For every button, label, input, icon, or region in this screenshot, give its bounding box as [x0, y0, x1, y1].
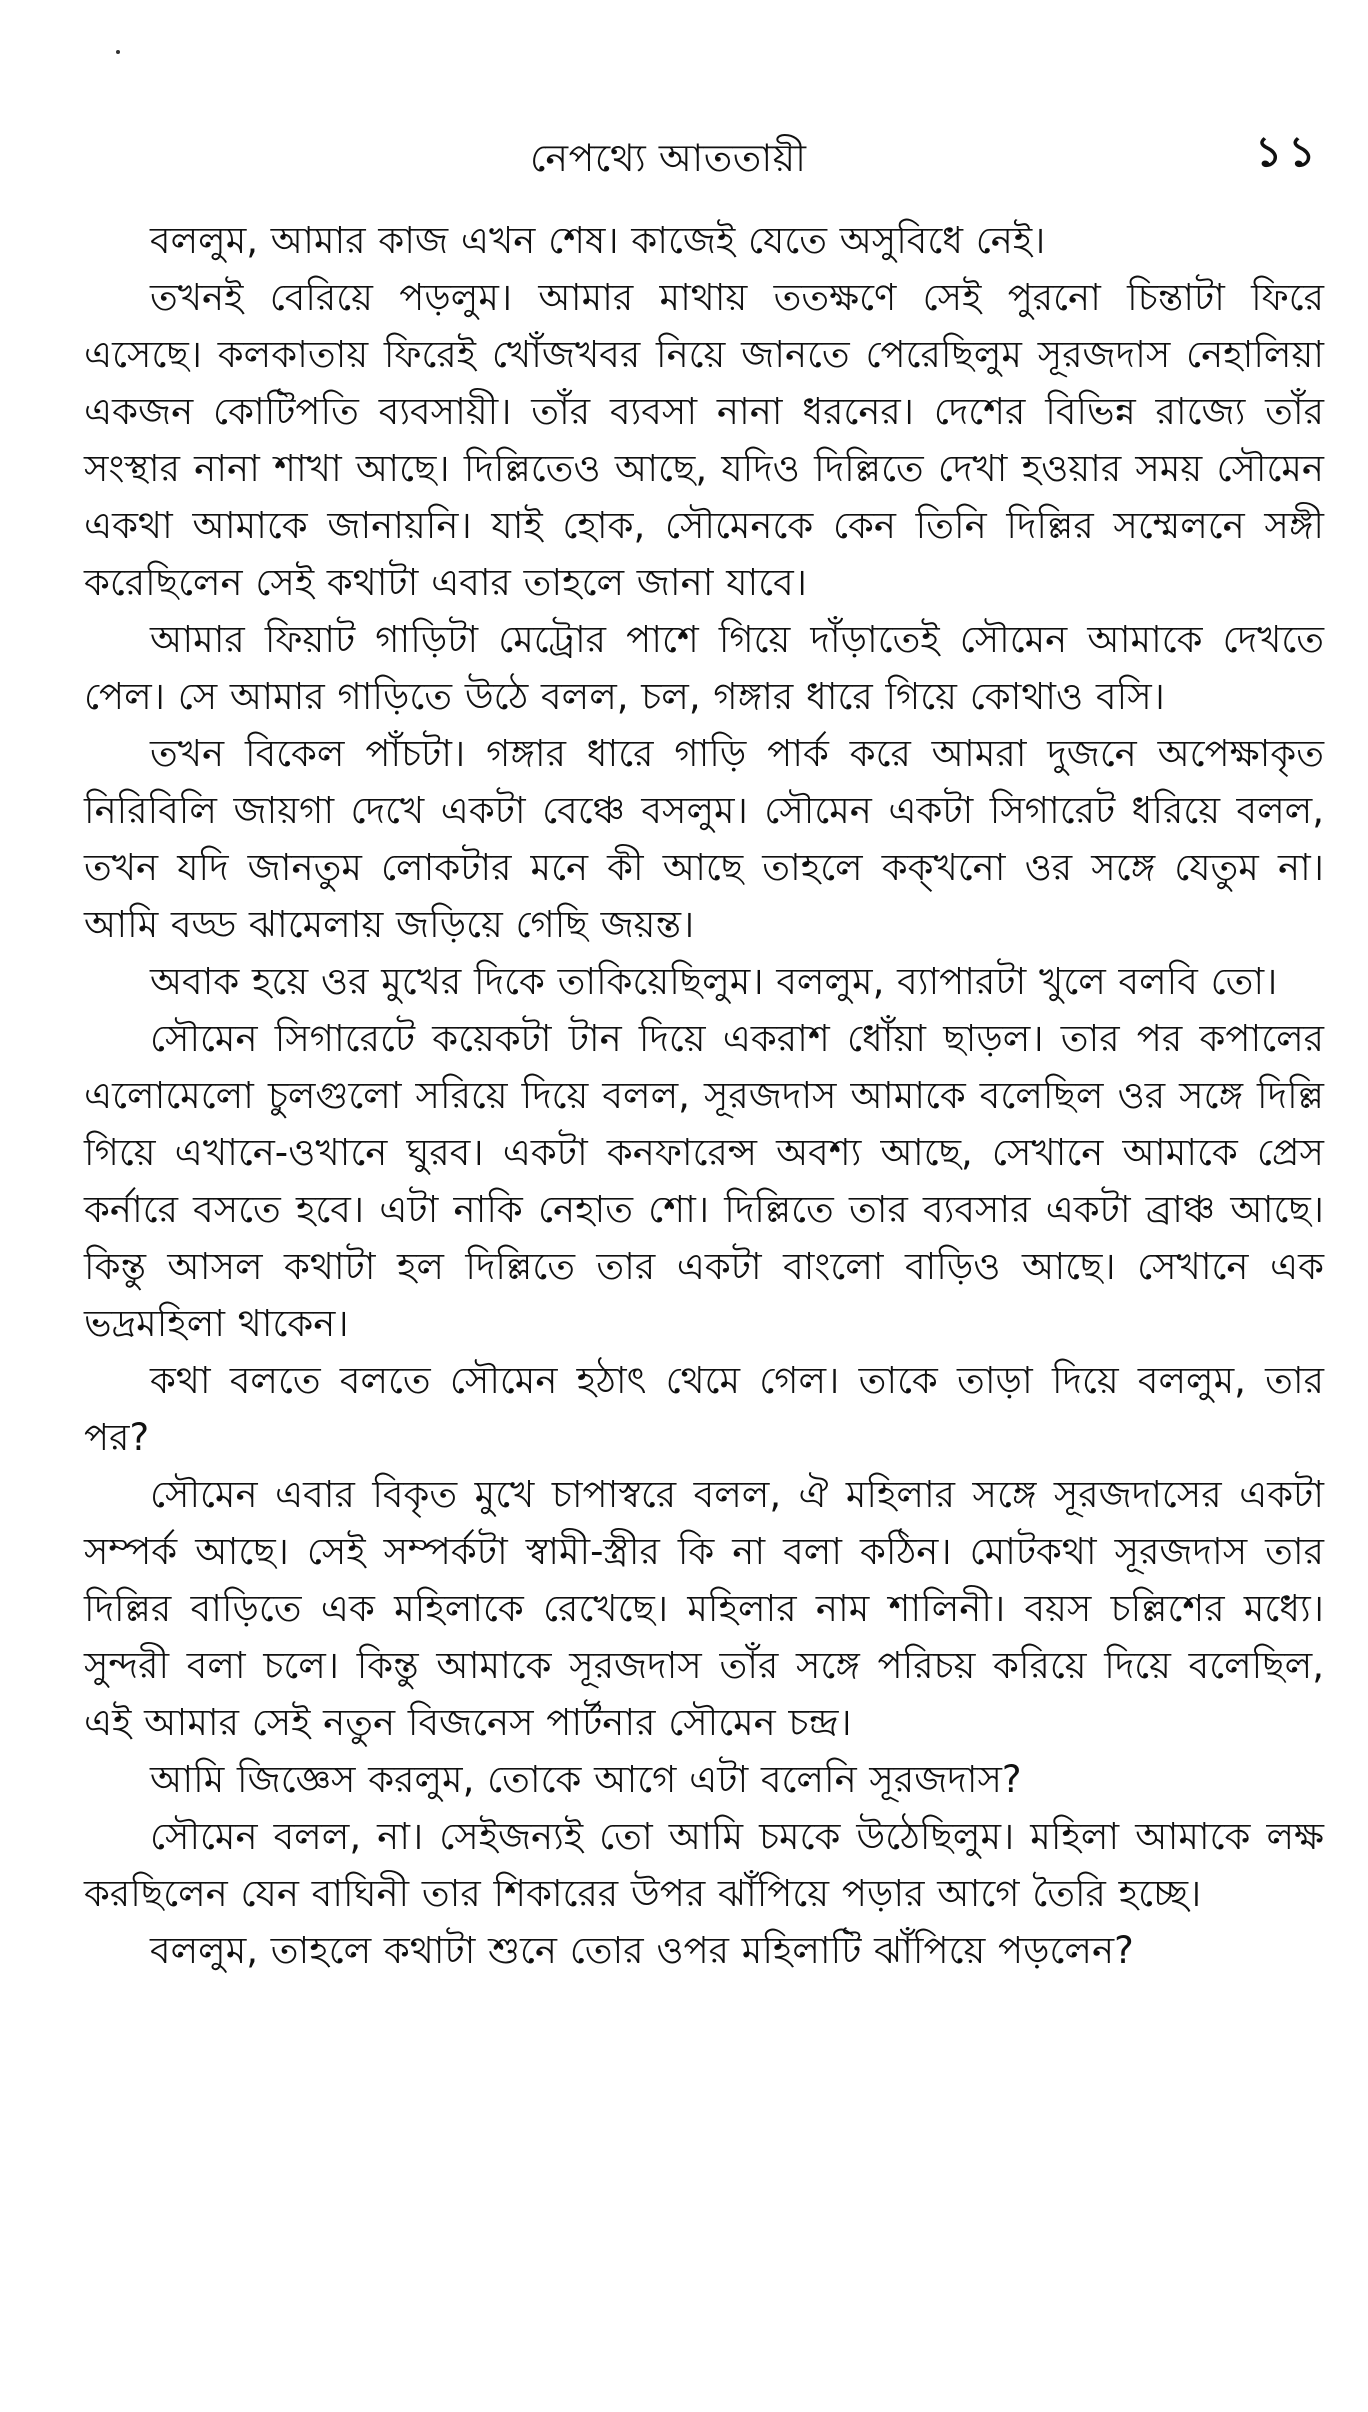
paragraph-1: বললুম, আমার কাজ এখন শেষ। কাজেই যেতে অসুবিধে নেই। — [150, 219, 1046, 262]
paragraph-3: আমার ফিয়াট গাড়িটা মেট্রোর পাশে গিয়ে দাঁড়াতেই সৌমেন আমাকে দেখতে পেল। সে আমার গাড়িতে উঠে বলল, চল, গঙ্গার ধারে গিয়ে কোথাও বসি। — [84, 618, 1324, 718]
paragraph-11: বললুম, তাহলে কথাটা শুনে তোর ওপর মহিলাটি ঝাঁপিয়ে পড়লেন? — [150, 1929, 1134, 1972]
paragraph-10: সৌমেন বলল, না। সেইজন্যই তো আমি চমকে উঠেছিলুম। মহিলা আমাকে লক্ষ করছিলেন যেন বাঘিনী তার শিকারের উপর ঝাঁপিয়ে পড়ার আগে তৈরি হচ্ছে। — [84, 1815, 1324, 1915]
paragraph-5: অবাক হয়ে ওর মুখের দিকে তাকিয়েছিলুম। বললুম, ব্যাপারটা খুলে বলবি তো। — [150, 960, 1278, 1003]
paragraph-6: সৌমেন সিগারেটে কয়েকটা টান দিয়ে একরাশ ধোঁয়া ছাড়ল। তার পর কপালের এলোমেলো চুলগুলো সরিয়ে দিয়ে বলল, সূরজদাস আমাকে বলেছিল ওর সঙ্গে দিল্লি গিয়ে এখানে-ওখানে ঘুরব। একটা কনফারেন্স অবশ্য আছে, সেখানে আমাকে প্রেস কর্নারে বসতে হবে। এটা নাকি নেহাত শো। দিল্লিতে তার ব্যবসার একটা ব্রাঞ্চ আছে। কিন্তু আসল কথাটা হল দিল্লিতে তার একটা বাংলো বাড়িও আছে। সেখানে এক ভদ্রমহিলা থাকেন। — [84, 1017, 1324, 1345]
paragraph-9: আমি জিজ্ঞেস করলুম, তোকে আগে এটা বলেনি সূরজদাস? — [150, 1758, 1022, 1801]
page-number: ১১ — [1255, 127, 1322, 176]
paragraph-4: তখন বিকেল পাঁচটা। গঙ্গার ধারে গাড়ি পার্ক করে আমরা দুজনে অপেক্ষাকৃত নিরিবিলি জায়গা দেখে একটা বেঞ্চে বসলুম। সৌমেন একটা সিগারেট ধরিয়ে বলল, তখন যদি জানতুম লোকটার মনে কী আছে তাহলে কক্খনো ওর সঙ্গে যেতুম না। আমি বড্ড ঝামেলায় জড়িয়ে গেছি জয়ন্ত। — [84, 732, 1324, 946]
paragraph-8: সৌমেন এবার বিকৃত মুখে চাপাস্বরে বলল, ঐ মহিলার সঙ্গে সূরজদাসের একটা সম্পর্ক আছে। সেই সম্পর্কটা স্বামী-স্ত্রীর কি না বলা কঠিন। মোটকথা সূরজদাস তার দিল্লির বাড়িতে এক মহিলাকে রেখেছে। মহিলার নাম শালিনী। বয়স চল্লিশের মধ্যে। সুন্দরী বলা চলে। কিন্তু আমাকে সূরজদাস তাঁর সঙ্গে পরিচয় করিয়ে দিয়ে বলেছিল, এই আমার সেই নতুন বিজনেস পার্টনার সৌমেন চন্দ্র। — [84, 1473, 1324, 1744]
paragraph-2: তখনই বেরিয়ে পড়লুম। আমার মাথায় ততক্ষণে সেই পুরনো চিন্তাটা ফিরে এসেছে। কলকাতায় ফিরেই খোঁজখবর নিয়ে জানতে পেরেছিলুম সূরজদাস নেহালিয়া একজন কোটিপতি ব্যবসায়ী। তাঁর ব্যবসা নানা ধরনের। দেশের বিভিন্ন রাজ্যে তাঁর সংস্থার নানা শাখা আছে। দিল্লিতেও আছে, যদিও দিল্লিতে দেখা হওয়ার সময় সৌমেন একথা আমাকে জানায়নি। যাই হোক, সৌমেনকে কেন তিনি দিল্লির সম্মেলনে সঙ্গী করেছিলেন সেই কথাটা এবার তাহলে জানা যাবে। — [84, 276, 1324, 604]
body-text — [84, 212, 1324, 1979]
ink-speck — [116, 50, 120, 54]
running-title: নেপথ্যে আততায়ী — [530, 136, 807, 180]
paragraph-7: কথা বলতে বলতে সৌমেন হঠাৎ থেমে গেল। তাকে তাড়া দিয়ে বললুম, তার পর? — [84, 1359, 1324, 1459]
